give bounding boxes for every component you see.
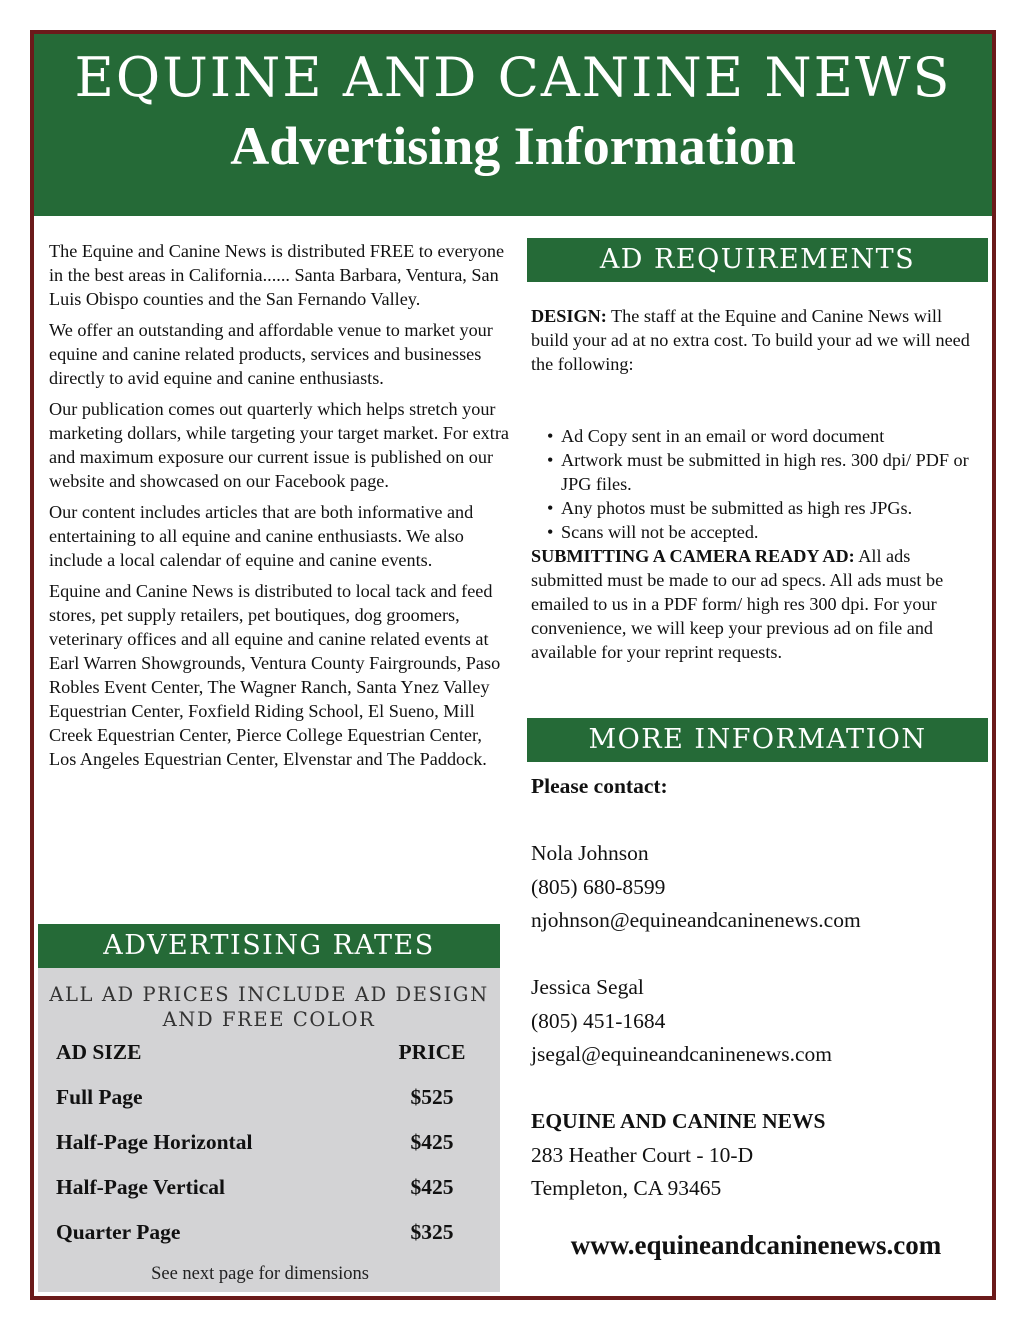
- list-item: • Ad Copy sent in an email or word document: [547, 424, 977, 448]
- ad-price: $325: [410, 1220, 454, 1244]
- advertising-rates-heading: ADVERTISING RATES: [38, 924, 500, 968]
- website-url: www.equineandcaninenews.com: [570, 1230, 942, 1260]
- intro-paragraph: Our content includes articles that are both informative and entertaining to all equine and canine enthusiasts. We also include a local calendar of equine and canine events.: [49, 502, 474, 570]
- ad-requirements-heading: AD REQUIREMENTS: [527, 238, 988, 282]
- camera-ready-label: SUBMITTING A CAMERA READY AD:: [531, 546, 855, 566]
- more-information-heading: MORE INFORMATION: [527, 718, 988, 762]
- ad-size: Full Page: [56, 1085, 143, 1109]
- ad-price: $425: [410, 1130, 454, 1154]
- ad-size: Half-Page Horizontal: [56, 1130, 253, 1154]
- intro-paragraph: Equine and Canine News is distributed to local tack and feed stores, pet supply retailers, pet boutiques, dog groomers, veterinary offices and all equine and canine related events at Earl Warren Showgrounds, Ventura County Fairgrounds, Paso Robles Event Center, The Wagner Ranch, Santa Ynez Valley Equestrian Center, Foxfield Riding School, El Sueno, Mill Creek Equestrian Center, Pierce College Equestrian Center, Los Angeles Equestrian Center, Elvenstar and The Paddock.: [49, 581, 501, 769]
- rates-footnote: See next page for dimensions: [151, 1264, 369, 1284]
- intro-column: [49, 239, 509, 778]
- address-line-2: Templeton, CA 93465: [531, 1176, 722, 1200]
- contact-label: Please contact:: [531, 774, 668, 798]
- requirements-column: [531, 304, 981, 662]
- publication-title: EQUINE AND CANINE NEWS: [74, 46, 952, 109]
- list-item: • Any photos must be submitted as high res JPGs.: [547, 496, 977, 520]
- page-frame: [30, 30, 996, 1300]
- contact-email: njohnson@equineandcaninenews.com: [531, 908, 861, 932]
- col-price: PRICE: [398, 1040, 466, 1064]
- camera-ready-paragraph: [531, 544, 981, 664]
- contact-name: Nola Johnson: [531, 841, 649, 865]
- design-label: DESIGN:: [531, 306, 607, 326]
- list-item: • Artwork must be submitted in high res. 300 dpi/ PDF or JPG files.: [547, 448, 977, 496]
- intro-paragraph: Our publication comes out quarterly which helps stretch your marketing dollars, while targeting your target market. For extra and maximum exposure our current issue is published on our website and showcased on our Facebook page.: [49, 399, 509, 491]
- contact-block-2: [531, 971, 832, 1072]
- camera-ready-text: All ads submitted must be made to our ad specs. All ads must be emailed to us in a PDF form/ high res 300 dpi. For your convenience, we will keep your previous ad on file and available for your reprint requests.: [531, 546, 944, 662]
- intro-paragraph: The Equine and Canine News is distributed FREE to everyone in the best areas in California...... Santa Barbara, Ventura, San Luis Obispo counties and the San Fernando Valley.: [49, 241, 505, 309]
- contact-name: Jessica Segal: [531, 975, 644, 999]
- requirements-list: [547, 424, 977, 544]
- header-banner: [34, 34, 992, 216]
- ad-size: Half-Page Vertical: [56, 1175, 225, 1199]
- address-line-1: 283 Heather Court - 10-D: [531, 1142, 754, 1167]
- contact-block-1: [531, 837, 861, 938]
- ad-price: $425: [410, 1175, 454, 1199]
- design-paragraph: [531, 304, 981, 376]
- contact-email: jsegal@equineandcaninenews.com: [531, 1042, 832, 1066]
- rates-table: [38, 968, 500, 1292]
- ad-size: Quarter Page: [56, 1220, 181, 1244]
- col-ad-size: AD SIZE: [56, 1040, 142, 1064]
- contact-phone: (805) 451-1684: [531, 1008, 666, 1033]
- company-name: EQUINE AND CANINE NEWS: [531, 1109, 826, 1133]
- company-address: [531, 1105, 825, 1206]
- design-text: The staff at the Equine and Canine News will build your ad at no extra cost. To build your ad we will need the following:: [531, 306, 970, 374]
- contact-phone: (805) 680-8599: [531, 874, 666, 899]
- intro-paragraph: We offer an outstanding and affordable venue to market your equine and canine related products, services and businesses directly to avid equine and canine enthusiasts.: [49, 320, 493, 388]
- rates-note: ALL AD PRICES INCLUDE AD DESIGN AND FREE COLOR: [49, 983, 489, 1031]
- list-item: • Scans will not be accepted.: [547, 520, 977, 544]
- ad-price: $525: [410, 1085, 454, 1109]
- page-subtitle: Advertising Information: [230, 116, 796, 176]
